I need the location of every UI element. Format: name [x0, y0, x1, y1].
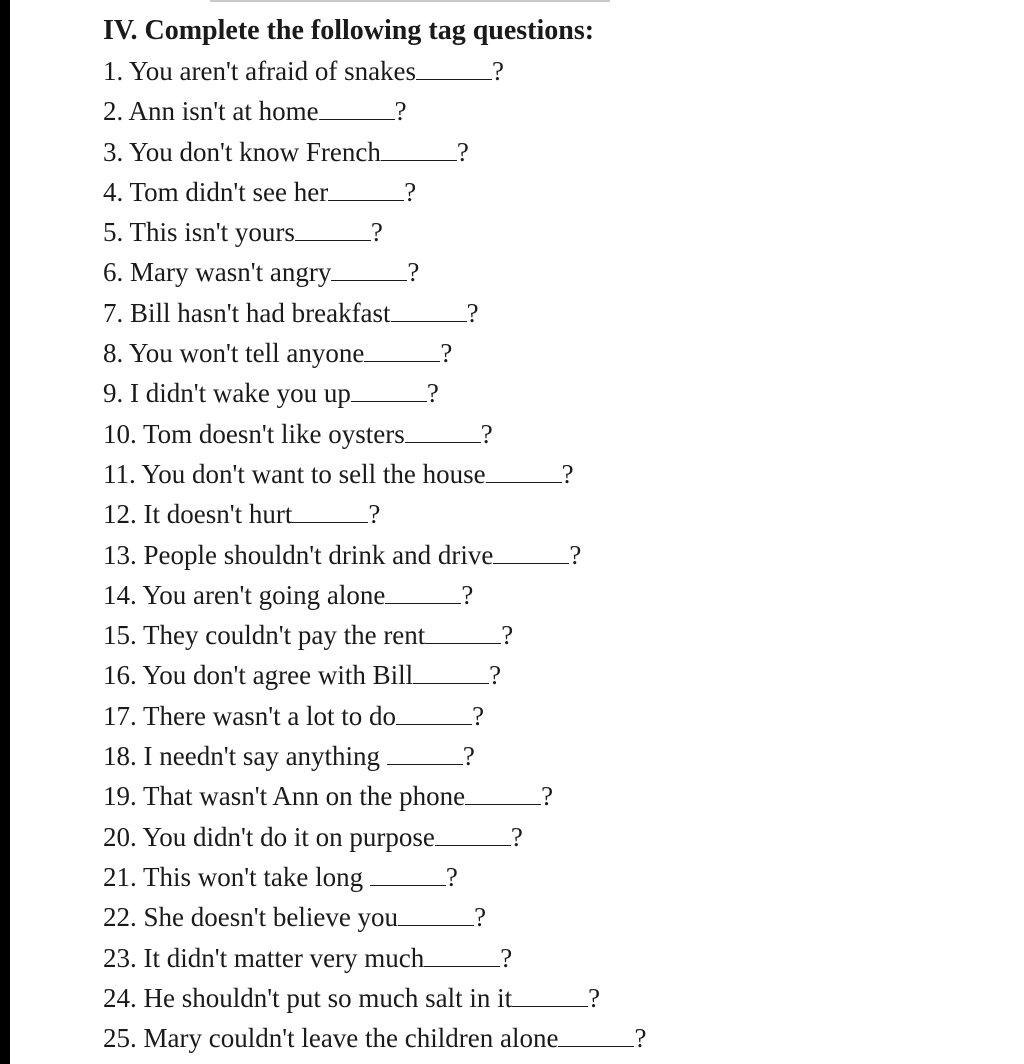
answer-blank[interactable] — [413, 659, 489, 684]
question-mark: ? — [370, 217, 383, 248]
question-item — [103, 51, 646, 91]
question-mark: ? — [634, 1023, 647, 1054]
question-number: 14. — [103, 579, 137, 610]
answer-blank[interactable] — [351, 377, 427, 402]
question-text: Bill hasn't had breakfast — [130, 297, 391, 328]
question-item — [103, 736, 646, 776]
question-number: 19. — [103, 781, 137, 812]
question-mark: ? — [561, 458, 574, 489]
question-number: 22. — [103, 902, 137, 933]
answer-blank[interactable] — [465, 780, 541, 805]
answer-blank[interactable] — [328, 176, 404, 201]
question-text: People shouldn't drink and drive — [143, 539, 494, 570]
question-item — [103, 333, 646, 373]
question-mark: ? — [456, 136, 469, 167]
question-mark: ? — [394, 96, 407, 127]
answer-blank[interactable] — [387, 740, 463, 765]
question-item — [103, 615, 646, 655]
question-item — [103, 1018, 646, 1058]
answer-blank[interactable] — [486, 458, 562, 483]
answer-blank[interactable] — [292, 498, 368, 523]
question-item — [103, 172, 646, 212]
question-text: I didn't wake you up — [130, 378, 351, 409]
question-mark: ? — [466, 297, 479, 328]
question-mark: ? — [510, 821, 523, 852]
question-text: It doesn't hurt — [143, 499, 293, 530]
question-text: Ann isn't at home — [128, 96, 319, 127]
question-number: 13. — [103, 539, 137, 570]
answer-blank[interactable] — [558, 1022, 634, 1047]
question-item — [103, 91, 646, 131]
question-mark: ? — [541, 781, 554, 812]
question-mark: ? — [472, 700, 485, 731]
question-text: Tom doesn't like oysters — [143, 418, 405, 449]
answer-blank[interactable] — [416, 55, 492, 80]
question-mark: ? — [445, 861, 458, 892]
answer-blank[interactable] — [405, 417, 481, 442]
question-item — [103, 212, 646, 252]
question-number: 5. — [103, 217, 124, 248]
answer-blank[interactable] — [370, 861, 446, 886]
question-item — [103, 776, 646, 816]
question-number: 23. — [103, 942, 137, 973]
question-text: You don't want to sell the house — [141, 458, 486, 489]
question-mark: ? — [426, 378, 439, 409]
answer-blank[interactable] — [381, 135, 457, 160]
question-mark: ? — [480, 418, 493, 449]
question-text: This isn't yours — [129, 217, 295, 248]
question-item — [103, 494, 646, 534]
answer-blank[interactable] — [385, 579, 461, 604]
question-number: 21. — [103, 861, 137, 892]
question-text: This won't take long — [143, 861, 370, 892]
answer-blank[interactable] — [319, 95, 395, 120]
question-number: 12. — [103, 499, 137, 530]
question-item — [103, 575, 646, 615]
question-item — [103, 938, 646, 978]
question-text: He shouldn't put so much salt in it — [143, 982, 513, 1013]
question-mark: ? — [492, 56, 505, 86]
question-number: 9. — [103, 378, 124, 409]
question-text: They couldn't pay the rent — [143, 620, 426, 651]
answer-blank[interactable] — [396, 699, 472, 724]
cut-off-line-fragment — [210, 0, 610, 2]
question-item — [103, 252, 646, 292]
question-text: There wasn't a lot to do — [143, 700, 397, 731]
question-text: She doesn't believe you — [143, 902, 399, 933]
question-text: You don't agree with Bill — [142, 660, 414, 691]
question-mark: ? — [501, 620, 514, 651]
question-mark: ? — [461, 579, 474, 610]
question-text: Tom didn't see her — [129, 176, 329, 207]
answer-blank[interactable] — [493, 538, 569, 563]
question-text: That wasn't Ann on the phone — [143, 781, 466, 812]
answer-blank[interactable] — [425, 619, 501, 644]
question-number: 6. — [103, 257, 124, 288]
question-number: 11. — [103, 458, 136, 489]
question-number: 24. — [103, 982, 137, 1013]
question-mark: ? — [407, 257, 420, 288]
answer-blank[interactable] — [424, 941, 500, 966]
question-item — [103, 373, 646, 413]
question-number: 17. — [103, 700, 137, 731]
answer-blank[interactable] — [398, 901, 474, 926]
question-item — [103, 857, 646, 897]
question-number: 15. — [103, 620, 137, 651]
answer-blank[interactable] — [364, 337, 440, 362]
question-text: Mary wasn't angry — [130, 257, 332, 288]
question-number: 3. — [103, 136, 124, 167]
question-item — [103, 454, 646, 494]
question-number: 4. — [103, 176, 124, 207]
question-text: You don't know French — [129, 136, 381, 167]
question-item — [103, 132, 646, 172]
question-mark: ? — [569, 539, 582, 570]
answer-blank[interactable] — [391, 296, 467, 321]
question-mark: ? — [489, 660, 502, 691]
question-number: 10. — [103, 418, 137, 449]
question-mark: ? — [588, 982, 601, 1013]
question-text: You won't tell anyone — [129, 338, 365, 369]
question-mark: ? — [440, 338, 453, 369]
question-item — [103, 897, 646, 937]
question-item — [103, 978, 646, 1018]
question-mark: ? — [462, 741, 475, 772]
question-number: 18. — [103, 741, 137, 772]
question-number: 8. — [103, 338, 124, 369]
question-text: It didn't matter very much — [143, 942, 425, 973]
answer-blank[interactable] — [435, 820, 511, 845]
question-item — [103, 817, 646, 857]
exercise-heading: IV. Complete the following tag questions: — [103, 15, 595, 46]
question-item — [103, 414, 646, 454]
answer-blank[interactable] — [295, 216, 371, 241]
question-mark: ? — [404, 176, 417, 207]
question-item — [103, 696, 646, 736]
question-list — [103, 51, 646, 1058]
question-mark: ? — [474, 902, 487, 933]
question-text: Mary couldn't leave the children alone — [143, 1023, 559, 1054]
question-number: 25. — [103, 1023, 137, 1054]
question-text: You aren't afraid of snakes — [129, 56, 417, 86]
question-number: 1. — [103, 56, 124, 86]
question-number: 16. — [103, 660, 137, 691]
question-number: 20. — [103, 821, 137, 852]
question-text: You didn't do it on purpose — [142, 821, 435, 852]
question-number: 7. — [103, 297, 124, 328]
answer-blank[interactable] — [512, 982, 588, 1007]
question-mark: ? — [368, 499, 381, 530]
answer-blank[interactable] — [331, 256, 407, 281]
question-text: You aren't going alone — [142, 579, 386, 610]
question-item — [103, 293, 646, 333]
question-number: 2. — [103, 96, 124, 127]
left-edge-bar — [0, 0, 10, 1064]
question-item — [103, 655, 646, 695]
question-item — [103, 535, 646, 575]
question-text: I needn't say anything — [143, 741, 387, 772]
question-mark: ? — [500, 942, 513, 973]
